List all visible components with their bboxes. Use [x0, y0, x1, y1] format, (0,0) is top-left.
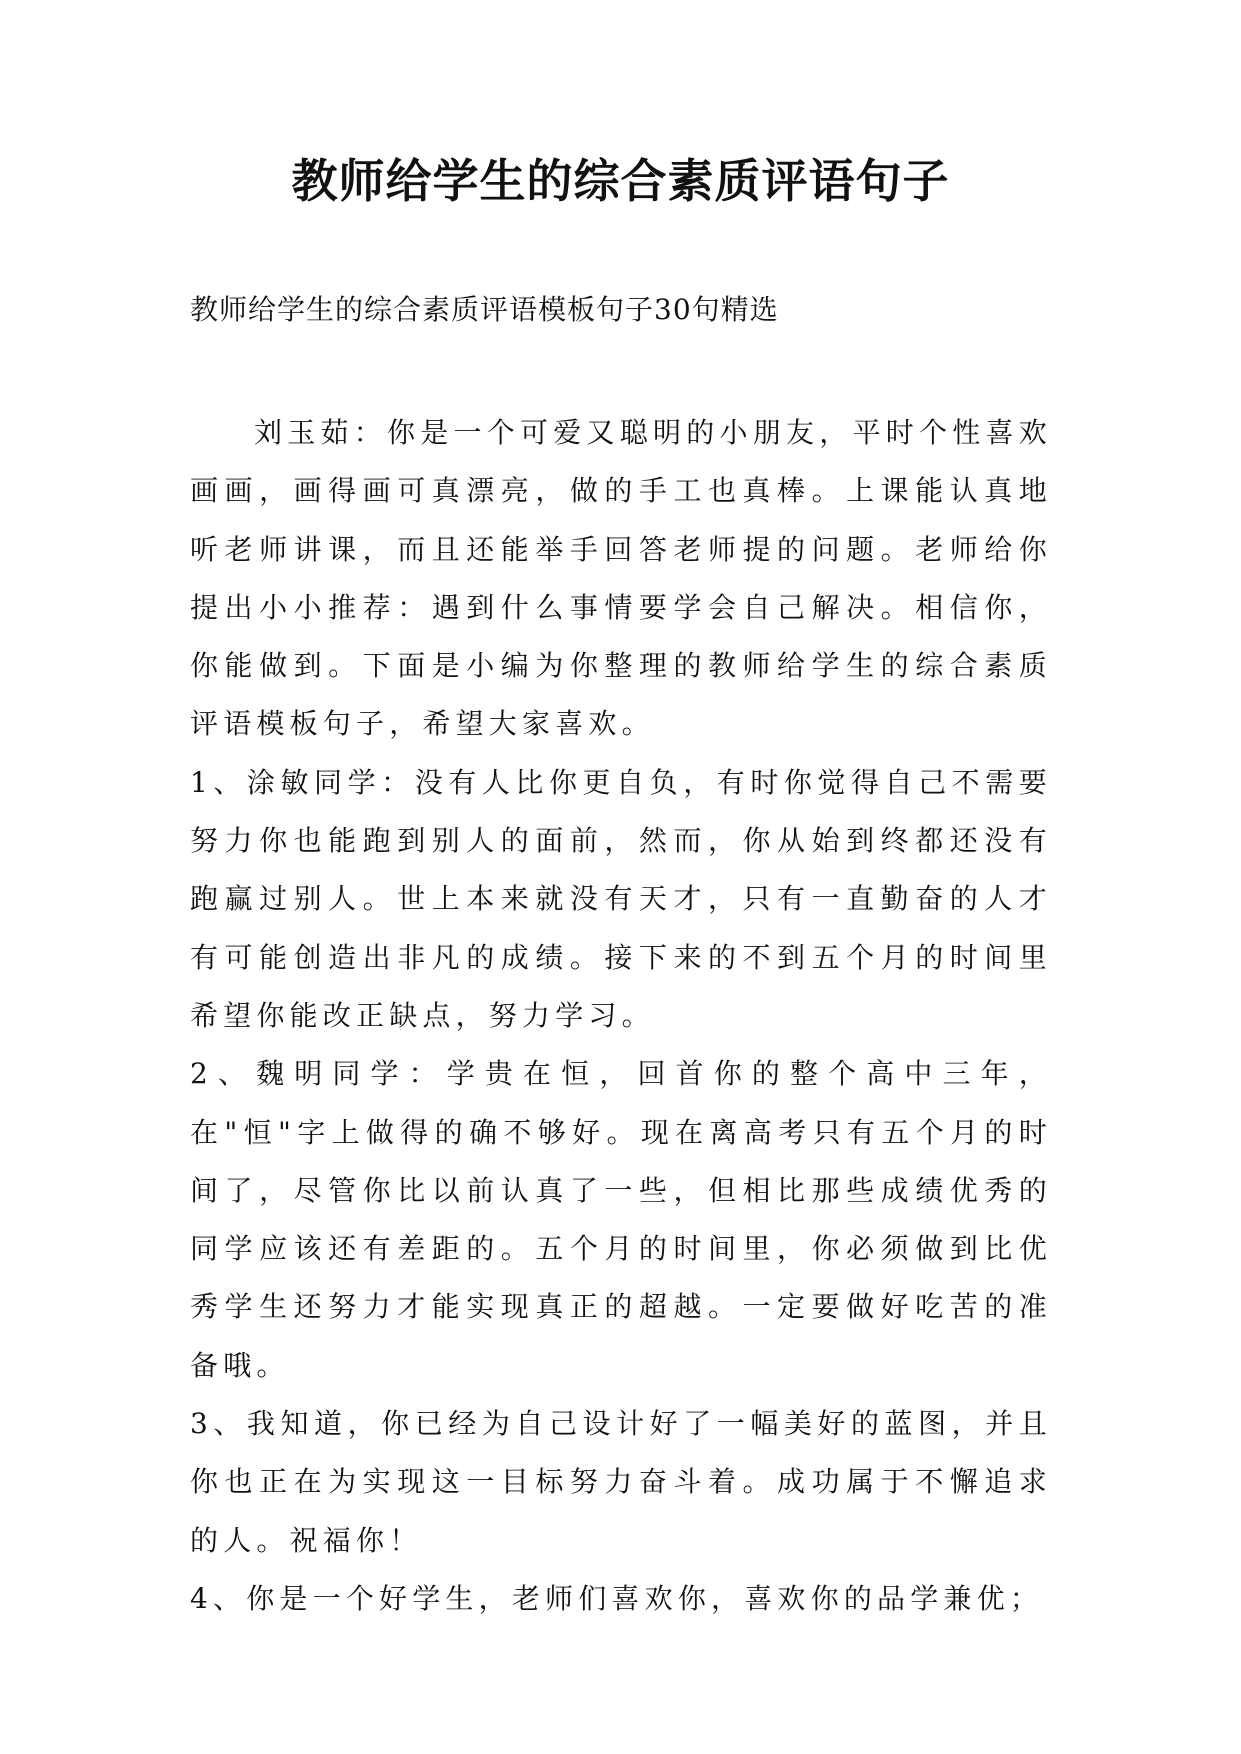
comment-paragraph-3: 3、我知道，你已经为自己设计好了一幅美好的蓝图，并且你也正在为实现这一目标努力奋斗着。成功属于不懈追求的人。祝福你！ — [190, 1407, 1052, 1557]
comment-paragraph-1: 1、涂敏同学：没有人比你更自负，有时你觉得自己不需要努力你也能跑到别人的面前，然而，你从始到终都还没有跑赢过别人。世上本来就没有天才，只有一直勤奋的人才有可能创造出非凡的成绩。接下来的不到五个月的时间里希望你能改正缺点，努力学习。 — [190, 765, 1052, 1032]
document-body — [190, 404, 1052, 1628]
document-title: 教师给学生的综合素质评语句子 — [291, 154, 950, 208]
comment-paragraph-4: 4、你是一个好学生，老师们喜欢你，喜欢你的品学兼优； — [190, 1581, 1044, 1615]
document-subtitle: 教师给学生的综合素质评语模板句子30句精选 — [190, 293, 779, 326]
comment-paragraph-2: 2、魏明同学：学贵在恒，回首你的整个高中三年，在"恒"字上做得的确不够好。现在离高考只有五个月的时间了，尽管你比以前认真了一些，但相比那些成绩优秀的同学应该还有差距的。五个月的时间里，你必须做到比优秀学生还努力才能实现真正的超越。一定要做好吃苦的准备哦。 — [190, 1057, 1052, 1382]
intro-paragraph: 刘玉茹：你是一个可爱又聪明的小朋友，平时个性喜欢画画，画得画可真漂亮，做的手工也真棒。上课能认真地听老师讲课，而且还能举手回答老师提的问题。老师给你提出小小推荐：遇到什么事情要学会自己解决。相信你，你能做到。下面是小编为你整理的教师给学生的综合素质评语模板句子，希望大家喜欢。 — [190, 416, 1052, 741]
